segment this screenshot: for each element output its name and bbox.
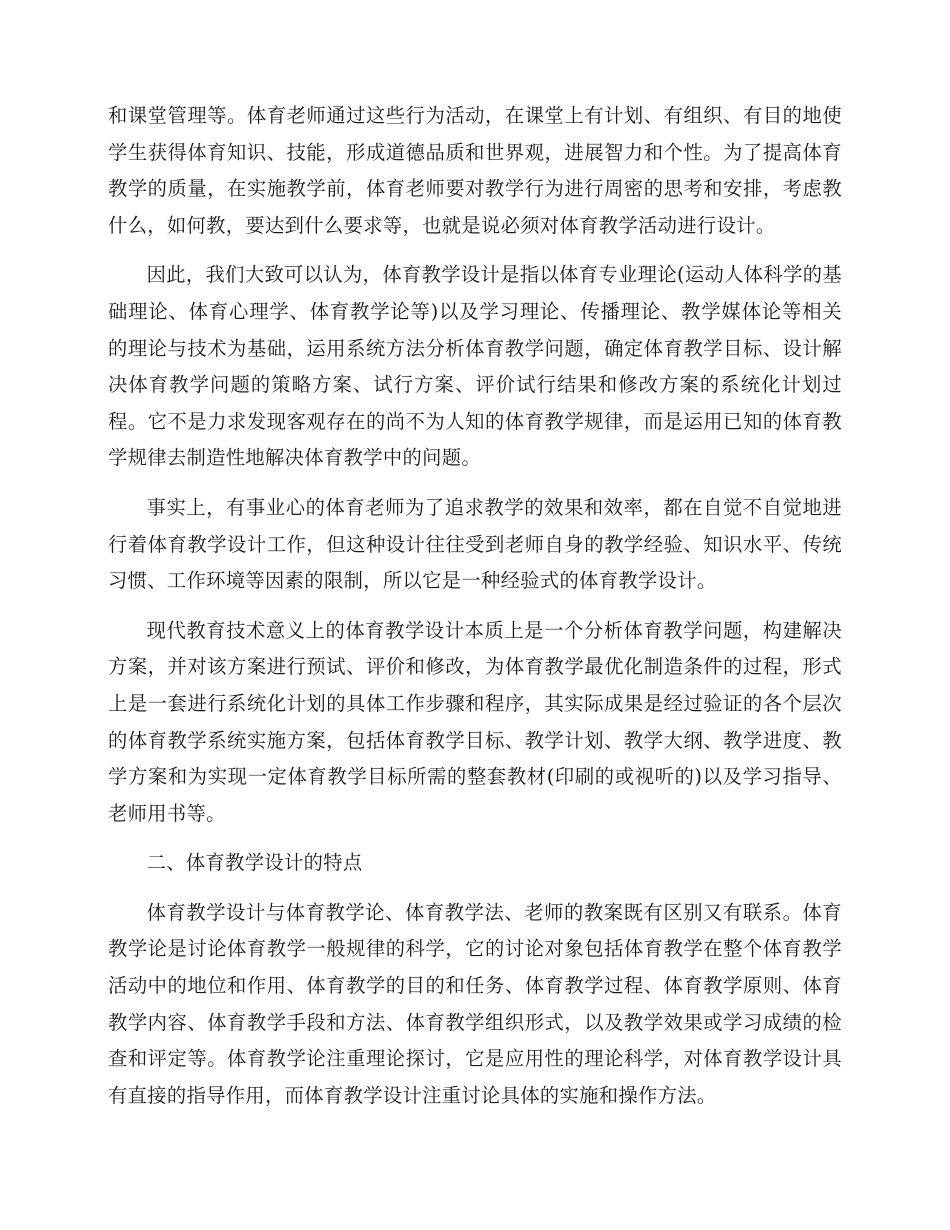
paragraph-definition: 因此，我们大致可以认为，体育教学设计是指以体育专业理论(运动人体科学的基础理论、体育心理学、体育教学论等)以及学习理论、传播理论、教学媒体论等相关的理论与技术为基础，运用系统方法分析体育教学问题，确定体育教学目标、设计解决体育教学问题的策略方案、试行方案、评价试行结果和修改方案的系统化计划过程。它不是力求发现客观存在的尚不为人知的体育教学规律，而是运用已知的体育教学规律去制造性地解决体育教学中的问题。 (108, 263, 842, 470)
section-heading: 二、体育教学设计的特点 (146, 851, 363, 875)
paragraph-modern-design: 现代教育技术意义上的体育教学设计本质上是一个分析体育教学问题，构建解决方案，并对该方案进行预试、评价和修改，为体育教学最优化制造条件的过程，形式上是一套进行系统化计划的具体工作步骤和程序，其实际成果是经过验证的各个层次的体育教学系统实施方案，包括体育教学目标、教学计划、教学大纲、教学进度、教学方案和为实现一定体育教学目标所需的整套教材(印刷的或视听的)以及学习指导、老师用书等。 (108, 618, 842, 825)
document-body (108, 98, 842, 1127)
paragraph-relationship: 体育教学设计与体育教学论、体育教学法、老师的教案既有区别又有联系。体育教学论是讨论体育教学一般规律的科学，它的讨论对象包括体育教学在整个体育教学活动中的地位和作用、体育教学的目的和任务、体育教学过程、体育教学原则、体育教学内容、体育教学手段和方法、体育教学组织形式，以及教学效果或学习成绩的检查和评定等。体育教学论注重理论探讨，它是应用性的理论科学，对体育教学设计具有直接的指导作用，而体育教学设计注重讨论具体的实施和操作方法。 (108, 900, 842, 1107)
paragraph-experience: 事实上，有事业心的体育老师为了追求教学的效果和效率，都在自觉不自觉地进行着体育教学设计工作，但这种设计往往受到老师自身的教学经验、知识水平、传统习惯、工作环境等因素的限制，所以它是一种经验式的体育教学设计。 (108, 495, 842, 593)
paragraph-continuation: 和课堂管理等。体育老师通过这些行为活动，在课堂上有计划、有组织、有目的地使学生获得体育知识、技能，形成道德品质和世界观，进展智力和个性。为了提高体育教学的质量，在实施教学前，体育老师要对教学行为进行周密的思考和安排，考虑教什么，如何教，要达到什么要求等，也就是说必须对体育教学活动进行设计。 (108, 104, 842, 237)
